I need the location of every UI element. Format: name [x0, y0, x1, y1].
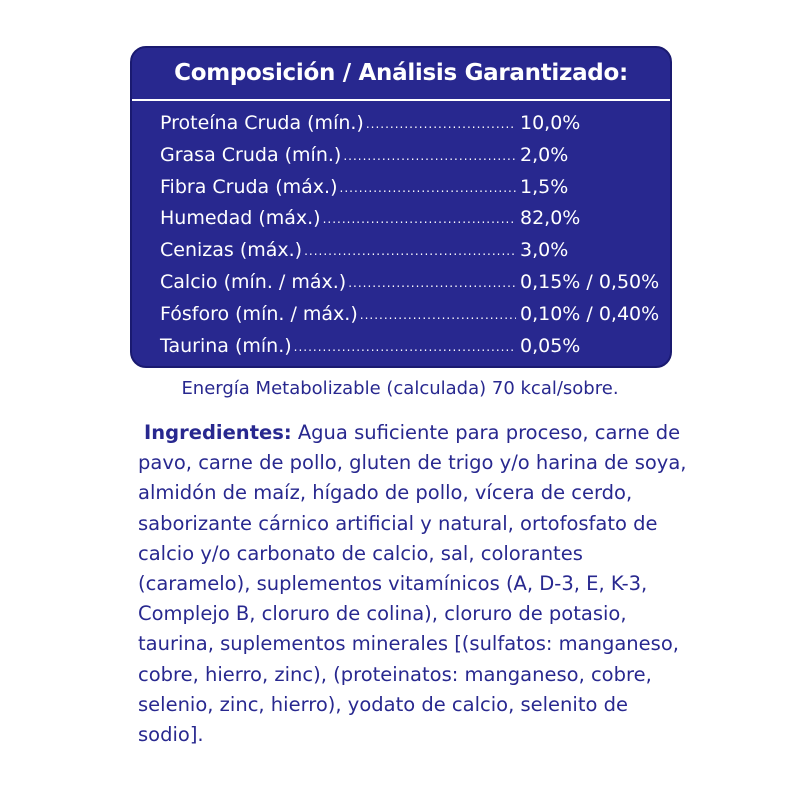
row-value: 1,5% — [520, 175, 569, 198]
row-label: Proteína Cruda (mín.) — [160, 112, 364, 134]
dot-leader — [304, 236, 516, 268]
dot-leader — [323, 204, 516, 236]
row-label: Grasa Cruda (mín.) — [160, 143, 342, 166]
row-label: Calcio (mín. / máx.) — [160, 270, 347, 293]
row-label: Humedad (máx.) — [160, 207, 321, 230]
analysis-row — [160, 299, 660, 331]
dot-leader — [343, 141, 516, 173]
ingredients-text: Agua suficiente para proceso, carne de pavo, carne de pollo, gluten de trigo y/o harina de soya, almidón de maíz, hígado de pollo, vícera de cerdo, saborizante cárnico artificial y natural, ortofosfato de calcio y/o carbonato de calcio, sal, colorantes (caramelo), suplementos vitamínicos (A, D-3, E, K-3, Complejo B, cloruro de colina), cloruro de potasio, taurina, suplementos minerales [(sulfatos: manganeso, cobre, hierro, zinc), (proteinatos: manganeso, cobre, selenio, zinc, hierro), yodato de calcio, selenito de sodio]. — [138, 421, 687, 747]
analysis-row — [160, 235, 660, 267]
analysis-row — [160, 267, 660, 299]
row-value: 2,0% — [520, 143, 569, 166]
row-label: Fósforo (mín. / máx.) — [160, 302, 358, 325]
dot-leader — [340, 173, 516, 205]
ingredients-heading: Ingredientes: — [144, 421, 292, 444]
panel-title: Composición / Análisis Garantizado: — [174, 60, 628, 86]
row-value: 3,0% — [520, 239, 569, 262]
row-value: 10,0% — [520, 112, 581, 134]
analysis-row — [160, 203, 660, 235]
guaranteed-analysis-panel — [130, 46, 672, 368]
analysis-row — [160, 108, 660, 140]
row-label: Fibra Cruda (máx.) — [160, 175, 338, 198]
analysis-row — [160, 331, 660, 363]
row-value: 0,15% / 0,50% — [520, 270, 660, 293]
metabolizable-energy: Energía Metabolizable (calculada) 70 kcal/sobre. — [181, 378, 619, 399]
analysis-row — [160, 172, 660, 204]
row-value: 0,10% / 0,40% — [520, 302, 660, 325]
row-value: 0,05% — [520, 334, 581, 357]
dot-leader — [360, 300, 516, 332]
analysis-row — [160, 140, 660, 172]
panel-divider — [132, 99, 670, 101]
row-value: 82,0% — [520, 207, 581, 230]
ingredients-paragraph — [138, 418, 698, 750]
dot-leader — [366, 109, 516, 141]
dot-leader — [348, 268, 516, 300]
dot-leader — [294, 332, 516, 364]
row-label: Cenizas (máx.) — [160, 239, 303, 262]
analysis-rows — [160, 108, 660, 362]
row-label: Taurina (mín.) — [160, 334, 292, 357]
